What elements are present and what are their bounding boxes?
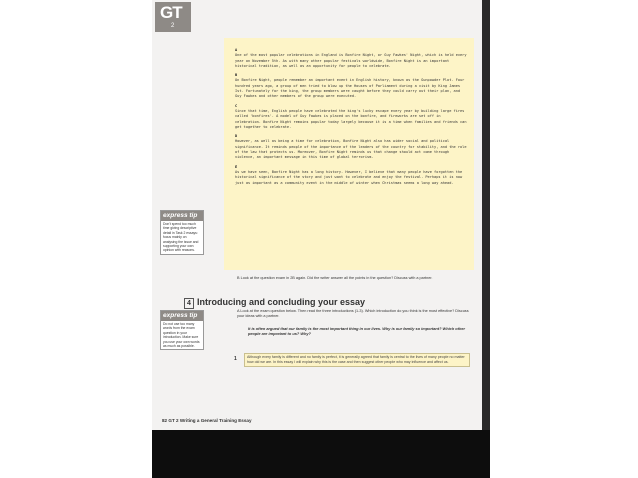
section-title: Introducing and concluding your essay [197, 297, 366, 307]
gt-badge [155, 2, 191, 32]
question-b: B Look at the question exam in 2B again. Did the writer answer all the points in the question? Discuss with a partner. [237, 276, 433, 280]
essay-paragraph: On Bonfire Night, people remember an important event in English history, known as the Gunpowder Plot. Four hundred years ago, a group of men tried to blow up the Houses of Parliament during a visit by King James Ist. Fortunately for the king, the group members were caught before they could carry out their plan, and Guy Fawkes and other members of the group were executed. [235, 78, 465, 99]
express-tip-box [160, 310, 204, 350]
express-tip-text: Do not use too many words from the exam question in your introduction. Make sure you use your own words as much as possible. [163, 322, 200, 349]
gt-badge-number: 2 [171, 23, 175, 29]
express-tip-box [160, 210, 204, 255]
page-edge-shadow [482, 0, 490, 478]
section-heading [184, 297, 365, 309]
express-tip-title: express tip [161, 211, 203, 221]
essay-paragraph: Since that time, English people have celebrated the king's lucky escape every year by building large fires called 'bonfires'. A model of Guy Fawkes is placed on the bonfire, and fireworks are set off in celebration. Bonfire Night remains popular today largely because it is a time when families and friends can get together to celebrate. [235, 108, 467, 129]
essay-section-letter: A [235, 48, 238, 52]
section-number: 4 [184, 298, 194, 309]
essay-text [235, 44, 467, 186]
introduction-1-box: Although every family is different and no family is perfect, it is generally agreed that family is central to the lives of many people no matter how old we are. In this essay I will explain why this is the case and then suggest other people who may influence and affect us. [244, 353, 470, 367]
essay-paragraph: However, as well as being a time for celebration, Bonfire Night also has wider social and political significance. It reminds people of the importance of the leaders of the country for stability, and the role of the law that protects us. Moreover, Bonfire Night reminds us that change should act come through violence, an important message in this time of global terrorism. [235, 139, 467, 160]
page-footer: 82 GT 2 Writing a General Training Essay [162, 418, 252, 423]
essay-section-letter: C [235, 103, 238, 108]
essay-paragraph: One of the most popular celebrations in England is Bonfire Night, or Guy Fawkes' Night, which is held every year on November 5th. As with many other popular festivals worldwide, Bonfire Night is an important historical tradition, as well as an opportunity for people to celebrate. [235, 53, 467, 68]
introduction-number: 1 [234, 356, 237, 362]
gt-badge-label: GT [160, 3, 182, 22]
essay-paragraph: As we have seen, Bonfire Night has a long history. However, I believe that many people have forgotten the historical significance of the story and just want to celebrate and enjoy the festival. Perhaps it is now just as important as a community event in the middle of winter when Christmas seems a long way ahead. [235, 169, 463, 185]
scan-bottom-band [152, 430, 490, 478]
essay-section-letter: E [235, 164, 238, 169]
express-tip-title: express tip [161, 311, 203, 321]
book-page [152, 0, 482, 470]
essay-section-letter: D [235, 134, 238, 139]
express-tip-text: Don't spend too much time giving descriptive detail in Task 2 essays: focus mainly on analysing the issue and supporting your own opinion with reasons. [163, 222, 199, 253]
question-a: A Look at the exam question below. Then read the three introductions (1-3). Which introduction do you think is the most effective? Discuss your ideas with a partner. [237, 309, 469, 318]
exam-question: It is often argued that our family is the most important thing in our lives. Why is our family so important? Which other people are important to us? Why? [248, 326, 466, 337]
essay-section-letter: B [235, 73, 238, 78]
